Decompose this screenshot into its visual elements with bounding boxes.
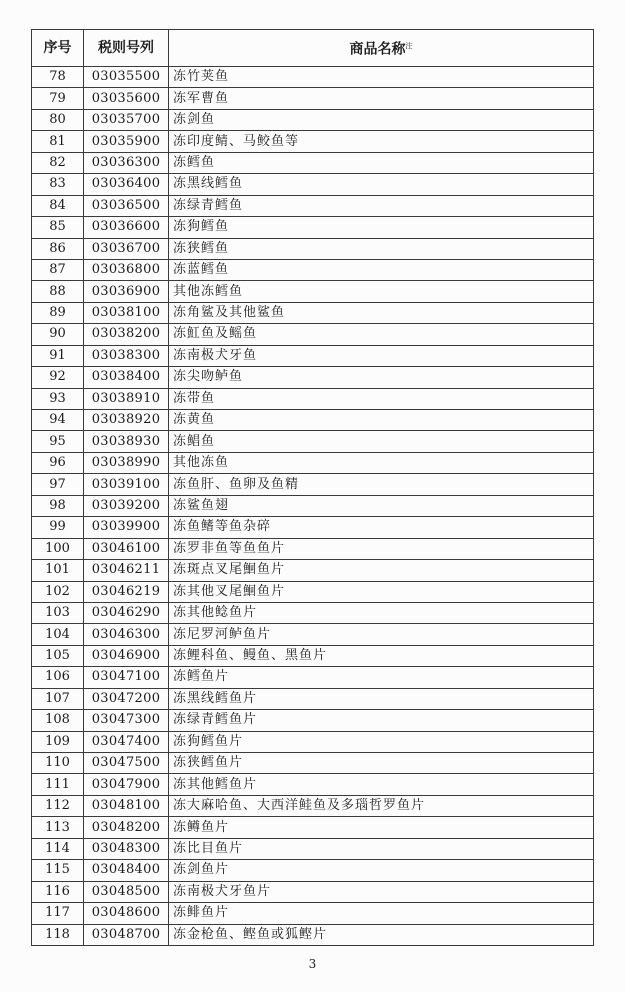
- tariff-code-cell: 03038300: [84, 345, 169, 366]
- table-row: [32, 645, 594, 666]
- serial-number-cell: 96: [32, 452, 84, 473]
- table-row: [32, 452, 594, 473]
- table-row: [32, 795, 594, 816]
- table-row: [32, 753, 594, 774]
- serial-number-cell: 97: [32, 474, 84, 495]
- table-row: [32, 581, 594, 602]
- table-row: [32, 517, 594, 538]
- product-name-cell: 冻金枪鱼、鲣鱼或狐鲣片: [169, 924, 594, 945]
- serial-number-cell: 118: [32, 924, 84, 945]
- table-row: [32, 924, 594, 945]
- serial-number-cell: 85: [32, 217, 84, 238]
- product-name-cell: 冻比目鱼片: [169, 838, 594, 859]
- serial-number-cell: 100: [32, 538, 84, 559]
- table-row: [32, 67, 594, 88]
- serial-number-cell: 104: [32, 624, 84, 645]
- tariff-code-cell: 03046219: [84, 581, 169, 602]
- header-serial-number-label: 序号: [43, 40, 72, 56]
- tariff-code-cell: 03047300: [84, 710, 169, 731]
- tariff-code-cell: 03036800: [84, 259, 169, 280]
- table-row: [32, 624, 594, 645]
- serial-number-cell: 80: [32, 109, 84, 130]
- serial-number-cell: 99: [32, 517, 84, 538]
- table-row: [32, 710, 594, 731]
- product-name-cell: 冻角鲨及其他鲨鱼: [169, 302, 594, 323]
- table-row: [32, 667, 594, 688]
- serial-number-cell: 110: [32, 753, 84, 774]
- serial-number-cell: 86: [32, 238, 84, 259]
- tariff-code-cell: 03047500: [84, 753, 169, 774]
- table-row: [32, 881, 594, 902]
- serial-number-cell: 103: [32, 602, 84, 623]
- product-name-cell: 冻鳕鱼片: [169, 667, 594, 688]
- product-name-cell: 冻剑鱼: [169, 109, 594, 130]
- table-row: [32, 560, 594, 581]
- tariff-code-cell: 03035600: [84, 88, 169, 109]
- header-tariff-code: [84, 30, 169, 67]
- header-product-name-label: 商品名称: [349, 41, 406, 58]
- product-name-cell: 冻狗鳕鱼: [169, 217, 594, 238]
- tariff-code-cell: 03035900: [84, 131, 169, 152]
- product-name-cell: 冻黑线鳕鱼: [169, 174, 594, 195]
- table-row: [32, 302, 594, 323]
- product-name-cell: 冻鲳鱼: [169, 431, 594, 452]
- table-row: [32, 88, 594, 109]
- product-name-cell: 冻鲱鱼片: [169, 903, 594, 924]
- header-product-name: [169, 30, 594, 67]
- serial-number-cell: 112: [32, 795, 84, 816]
- tariff-code-cell: 03038920: [84, 410, 169, 431]
- table-row: [32, 817, 594, 838]
- serial-number-cell: 106: [32, 667, 84, 688]
- tariff-code-cell: 03046100: [84, 538, 169, 559]
- product-name-cell: 冻南极犬牙鱼: [169, 345, 594, 366]
- product-name-cell: 冻竹荚鱼: [169, 67, 594, 88]
- product-name-cell: 冻带鱼: [169, 388, 594, 409]
- tariff-code-cell: 03047900: [84, 774, 169, 795]
- tariff-table: [31, 29, 594, 946]
- tariff-code-cell: 03035500: [84, 67, 169, 88]
- table-row: [32, 152, 594, 173]
- tariff-code-cell: 03038930: [84, 431, 169, 452]
- serial-number-cell: 83: [32, 174, 84, 195]
- serial-number-cell: 91: [32, 345, 84, 366]
- tariff-code-cell: 03038990: [84, 452, 169, 473]
- tariff-code-cell: 03047400: [84, 731, 169, 752]
- serial-number-cell: 88: [32, 281, 84, 302]
- table-row: [32, 903, 594, 924]
- product-name-cell: 冻军曹鱼: [169, 88, 594, 109]
- product-name-cell: 冻其他鳕鱼片: [169, 774, 594, 795]
- product-name-cell: 冻罗非鱼等鱼鱼片: [169, 538, 594, 559]
- table-row: [32, 410, 594, 431]
- tariff-code-cell: 03046211: [84, 560, 169, 581]
- product-name-cell: 冻狭鳕鱼: [169, 238, 594, 259]
- table-row: [32, 602, 594, 623]
- tariff-code-cell: 03048500: [84, 881, 169, 902]
- tariff-code-cell: 03035700: [84, 109, 169, 130]
- product-name-cell: 冻狗鳕鱼片: [169, 731, 594, 752]
- table-row: [32, 131, 594, 152]
- tariff-code-cell: 03048100: [84, 795, 169, 816]
- serial-number-cell: 101: [32, 560, 84, 581]
- table-row: [32, 538, 594, 559]
- tariff-code-cell: 03038200: [84, 324, 169, 345]
- serial-number-cell: 81: [32, 131, 84, 152]
- tariff-code-cell: 03047200: [84, 688, 169, 709]
- table-row: [32, 281, 594, 302]
- tariff-code-cell: 03048400: [84, 860, 169, 881]
- tariff-code-cell: 03048700: [84, 924, 169, 945]
- serial-number-cell: 115: [32, 860, 84, 881]
- tariff-code-cell: 03036400: [84, 174, 169, 195]
- table-row: [32, 860, 594, 881]
- serial-number-cell: 93: [32, 388, 84, 409]
- product-name-cell: 冻黄鱼: [169, 410, 594, 431]
- table-row: [32, 195, 594, 216]
- product-name-cell: 冻鳟鱼片: [169, 817, 594, 838]
- serial-number-cell: 78: [32, 67, 84, 88]
- tariff-code-cell: 03036900: [84, 281, 169, 302]
- product-name-cell: 冻绿青鳕鱼: [169, 195, 594, 216]
- table-row: [32, 238, 594, 259]
- product-name-cell: 冻鲨鱼翅: [169, 495, 594, 516]
- table-row: [32, 259, 594, 280]
- serial-number-cell: 102: [32, 581, 84, 602]
- product-name-cell: 其他冻鳕鱼: [169, 281, 594, 302]
- table-row: [32, 367, 594, 388]
- serial-number-cell: 114: [32, 838, 84, 859]
- serial-number-cell: 105: [32, 645, 84, 666]
- table-row: [32, 324, 594, 345]
- serial-number-cell: 107: [32, 688, 84, 709]
- serial-number-cell: 109: [32, 731, 84, 752]
- tariff-code-cell: 03039900: [84, 517, 169, 538]
- tariff-code-cell: 03048600: [84, 903, 169, 924]
- product-name-cell: 其他冻鱼: [169, 452, 594, 473]
- product-name-cell: 冻黑线鳕鱼片: [169, 688, 594, 709]
- tariff-code-cell: 03038100: [84, 302, 169, 323]
- product-name-cell: 冻狭鳕鱼片: [169, 753, 594, 774]
- product-name-cell: 冻其他叉尾鮰鱼片: [169, 581, 594, 602]
- product-name-cell: 冻南极犬牙鱼片: [169, 881, 594, 902]
- product-name-cell: 冻大麻哈鱼、大西洋鲑鱼及多瑙哲罗鱼片: [169, 795, 594, 816]
- serial-number-cell: 89: [32, 302, 84, 323]
- product-name-cell: 冻魟鱼及鳐鱼: [169, 324, 594, 345]
- tariff-code-cell: 03048200: [84, 817, 169, 838]
- tariff-code-cell: 03046290: [84, 602, 169, 623]
- header-serial-number: [32, 30, 84, 67]
- table-row: [32, 388, 594, 409]
- serial-number-cell: 92: [32, 367, 84, 388]
- product-name-cell: 冻尖吻鲈鱼: [169, 367, 594, 388]
- product-name-cell: 冻鱼鳍等鱼杂碎: [169, 517, 594, 538]
- header-row: [32, 30, 594, 67]
- tariff-code-cell: 03036300: [84, 152, 169, 173]
- tariff-code-cell: 03036700: [84, 238, 169, 259]
- serial-number-cell: 111: [32, 774, 84, 795]
- table-header: [32, 30, 594, 67]
- serial-number-cell: 90: [32, 324, 84, 345]
- table-row: [32, 688, 594, 709]
- table-row: [32, 345, 594, 366]
- tariff-code-cell: 03036500: [84, 195, 169, 216]
- serial-number-cell: 116: [32, 881, 84, 902]
- tariff-code-cell: 03038400: [84, 367, 169, 388]
- tariff-code-cell: 03048300: [84, 838, 169, 859]
- table-row: [32, 731, 594, 752]
- table-row: [32, 838, 594, 859]
- tariff-code-cell: 03039100: [84, 474, 169, 495]
- product-name-cell: 冻印度鲭、马鲛鱼等: [169, 131, 594, 152]
- product-name-cell: 冻蓝鳕鱼: [169, 259, 594, 280]
- header-note-marker: 注: [405, 42, 413, 51]
- table-row: [32, 774, 594, 795]
- serial-number-cell: 113: [32, 817, 84, 838]
- table-row: [32, 474, 594, 495]
- tariff-code-cell: 03036600: [84, 217, 169, 238]
- tariff-code-cell: 03046900: [84, 645, 169, 666]
- product-name-cell: 冻剑鱼片: [169, 860, 594, 881]
- product-name-cell: 冻鲤科鱼、鳗鱼、黑鱼片: [169, 645, 594, 666]
- product-name-cell: 冻绿青鳕鱼片: [169, 710, 594, 731]
- table-row: [32, 174, 594, 195]
- product-name-cell: 冻斑点叉尾鮰鱼片: [169, 560, 594, 581]
- tariff-code-cell: 03047100: [84, 667, 169, 688]
- product-name-cell: 冻其他鲶鱼片: [169, 602, 594, 623]
- serial-number-cell: 95: [32, 431, 84, 452]
- serial-number-cell: 84: [32, 195, 84, 216]
- table-row: [32, 217, 594, 238]
- serial-number-cell: 108: [32, 710, 84, 731]
- table-row: [32, 109, 594, 130]
- serial-number-cell: 98: [32, 495, 84, 516]
- table-row: [32, 431, 594, 452]
- table-body: [32, 67, 594, 946]
- product-name-cell: 冻鱼肝、鱼卵及鱼精: [169, 474, 594, 495]
- tariff-code-cell: 03038910: [84, 388, 169, 409]
- serial-number-cell: 82: [32, 152, 84, 173]
- tariff-code-cell: 03046300: [84, 624, 169, 645]
- serial-number-cell: 87: [32, 259, 84, 280]
- product-name-cell: 冻鳕鱼: [169, 152, 594, 173]
- tariff-code-cell: 03039200: [84, 495, 169, 516]
- header-tariff-code-label: 税则号列: [98, 40, 154, 56]
- serial-number-cell: 94: [32, 410, 84, 431]
- table-row: [32, 495, 594, 516]
- product-name-cell: 冻尼罗河鲈鱼片: [169, 624, 594, 645]
- serial-number-cell: 117: [32, 903, 84, 924]
- serial-number-cell: 79: [32, 88, 84, 109]
- page-number: 3: [308, 957, 317, 971]
